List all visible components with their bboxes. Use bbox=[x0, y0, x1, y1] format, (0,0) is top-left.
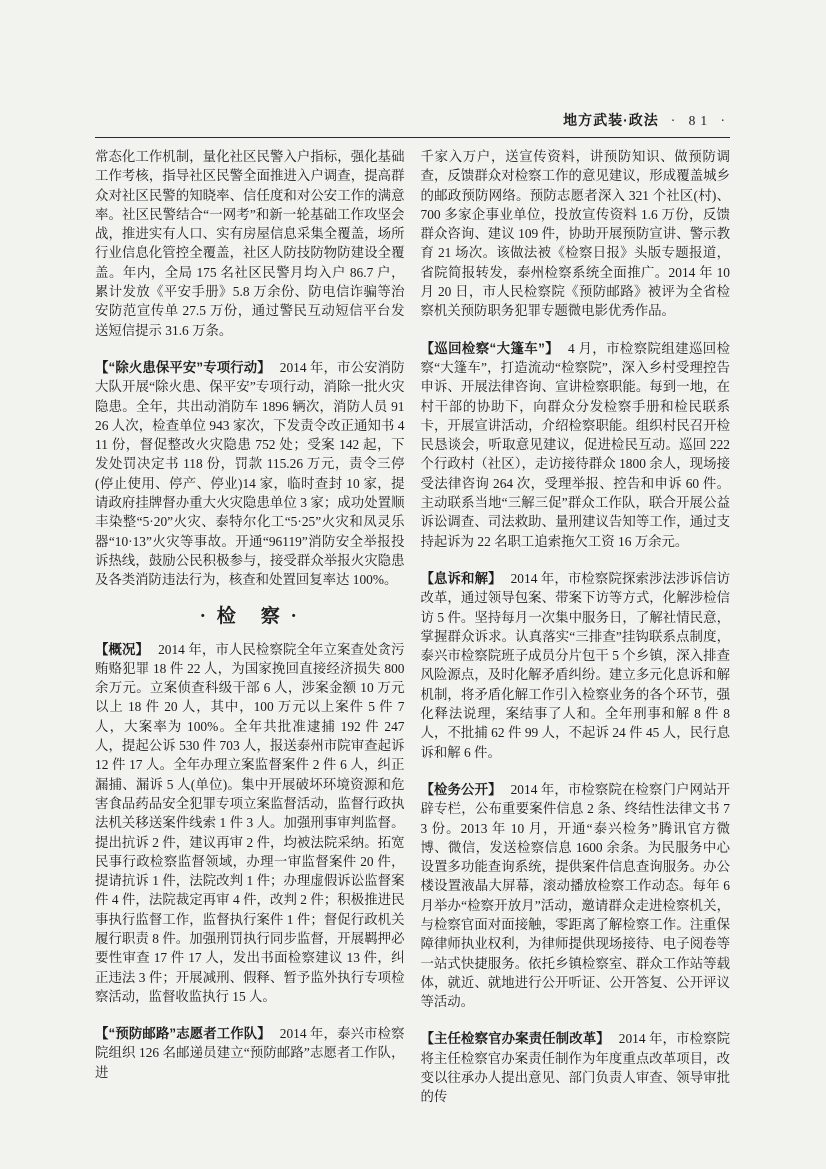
two-column-text-area bbox=[95, 147, 730, 1107]
entry-chief-prosecutor-responsibility-reform bbox=[421, 1029, 731, 1106]
running-header-section-title: 地方武装·政法 bbox=[563, 112, 659, 128]
entry-heading: 【检务公开】 bbox=[420, 781, 502, 797]
paragraph-text: 2014 年，市检察院在检察门户网站开辟专栏，公布重要案件信息 2 条、终结性法律文书 73 份。2013 年 10 月，开通“泰兴检务”腾讯官方微博、微信，发送检察信息 1600 余条。为民服务中心设置多功能查询系统，提供案件信息查询服务。办公楼设置液晶大屏幕，滚动播放检察工作动态。每年 6 月举办“检察开放月”活动，邀请群众走进检察机关，与检察官面对面接触，零距离了解检察工作。注重保障律师执业权利，为律师提供现场接待、电子阅卷等一站式快捷服务。依托乡镇检察室、群众工作站等载体，就近、就地进行公开听证、公开答复、公开评议等活动。 bbox=[420, 781, 730, 1010]
paragraph-text: 2014 年，泰兴市检察院组织 126 名邮递员建立“预防邮路”志愿者工作队，进 bbox=[95, 1026, 405, 1080]
paragraph-text: 4 月，市检察院组建巡回检察“大篷车”，打造流动“检察院”，深入乡村受理控告申诉、开展法律咨询、宣讲检察职能。每到一地，在村干部的协助下，向群众分发检察手册和检民联系卡，开展宣讲活动，介绍检察职能。组织村民召开检民恳谈会，听取意见建议，促进检民互动。巡回 222 个行政村（社区），走访接待群众 1800 余人，现场接受法律咨询 264 次，受理举报、控告和申诉 60 件。主动联系当地“三解三促”群众工作队，联合开展公益诉讼调查、司法救助、量刑建议告知等工作，通过支持起诉为 22 名职工追索拖欠工资 16 万余元。 bbox=[420, 340, 730, 549]
entry-heading: 【主任检察官办案责任制改革】 bbox=[420, 1031, 610, 1047]
paragraph-continued-from-left-column bbox=[421, 147, 731, 321]
paragraph-continued-from-previous-page bbox=[95, 147, 405, 340]
paragraph-text: 2014 年，市公安消防大队开展“除火患、保平安”专项行动，消除一批火灾隐患。全年，共出动消防车 1896 辆次，消防人员 9126 人次，检查单位 943 家次，下发责令改正通知书 411 份，督促整改火灾隐患 752 处；受案 142 起，下发处罚决定书 118 份，罚款 115.26 万元，责令三停(停止使用、停产、停业)14 家，临时查封 10 家，提请政府挂牌督办重大火灾隐患单位 3 家；成功处置顺丰染整“5·20”火灾、泰特尔化工“5·25”火灾和凤灵乐器“10·13”火灾等事故。开通“96119”消防安全举报投诉热线，鼓励公民积极参与，接受群众举报火灾隐患及各类消防违法行为，核查和处置回复率达 100%。 bbox=[95, 359, 405, 588]
entry-roving-inspection-caravan bbox=[421, 339, 731, 551]
section-title-procuratorate: · 检 察 · bbox=[199, 605, 300, 627]
entry-fire-safety-campaign bbox=[95, 358, 405, 590]
header-rule bbox=[95, 137, 730, 138]
paragraph-text: 2014 年，市检察院探索涉法涉诉信访改革，通过领导包案、带案下访等方式，化解涉检信访 5 件。坚持每月一次集中服务日，了解社情民意，掌握群众诉求。认真落实“三排查”挂钩联系点制度，泰兴市检察院班子成员分片包干 5 个乡镇，深入排查风险源点，及时化解矛盾纠纷。建立多元化息诉和解机制，将矛盾化解工作引入检察业务的各个环节，强化释法说理，案结事了人和。全年刑事和解 8 件 8 人，不批捕 62 件 99 人，不起诉 24 件 45 人，民行息诉和解 6 件。 bbox=[420, 570, 730, 760]
page-number: · 81 · bbox=[670, 113, 730, 128]
entry-heading: 【息诉和解】 bbox=[420, 570, 502, 586]
paragraph-text: 2014 年，市检察院将主任检察官办案责任制作为年度重点改革项目，改变以往承办人提出意见、部门负责人审查、领导审批的传 bbox=[420, 1031, 731, 1105]
entry-heading: 【“预防邮路”志愿者工作队】 bbox=[95, 1026, 271, 1042]
entry-overview bbox=[95, 640, 405, 1007]
entry-heading: 【巡回检察“大篷车”】 bbox=[420, 340, 560, 356]
entry-prevention-mail-route-volunteers bbox=[95, 1024, 405, 1082]
entry-heading: 【概况】 bbox=[95, 641, 150, 657]
entry-heading: 【“除火患保平安”专项行动】 bbox=[95, 359, 271, 375]
paragraph-text: 千家入万户，送宣传资料，讲预防知识、做预防调查，反馈群众对检察工作的意见建议，形成覆盖城乡的邮政预防网络。预防志愿者深入 321 个社区(村)、700 多家企事业单位，投放宣传资料 1.6 万份，反馈群众咨询、建议 109 件，协助开展预防宣讲、警示教育 21 场次。该做法被《检察日报》头版专题报道，省院简报转发，泰州检察系统全面推广。2014 年 10 月 20 日，市人民检察院《预防邮路》被评为全省检察机关预防职务犯罪专题微电影优秀作品。 bbox=[420, 149, 730, 319]
paragraph-text: 常态化工作机制，量化社区民警入户指标，强化基础工作考核，指导社区民警全面推进入户调查，提高群众对社区民警的知晓率、信任度和对公安工作的满意率。社区民警结合“一网考”和新一轮基础工作攻坚会战，推进实有人口、实有房屋信息采集全覆盖，场所行业信息化管控全覆盖，社区人防技防物防建设全覆盖。年内，全局 175 名社区民警月均入户 86.7 户，累计发放《平安手册》5.8 万余份、防电信诈骗等治安防范宣传单 27.5 万份，通过警民互动短信平台发送短信提示 31.6 万条。 bbox=[95, 149, 405, 338]
entry-procuratorial-openness bbox=[421, 780, 731, 1012]
paragraph-text: 2014 年，市人民检察院全年立案查处贪污贿赂犯罪 18 件 22 人，为国家挽回直接经济损失 800 余万元。立案侦查科级干部 6 人，涉案金额 10 万元以上 18 件 20 人，其中，100 万元以上案件 5 件 7 人，大案率为 100%。全年共批准逮捕 192 件 247 人，提起公诉 530 件 703 人，报送泰州市院审查起诉 12 件 17 人。全年办理立案监督案件 2 件 6 人，纠正漏捕、漏诉 5 人(单位)。集中开展破坏环境资源和危害食品药品安全犯罪专项立案监督活动，监督行政执法机关移送案件线索 1 件 3 人。加强刑事审判监督。提出抗诉 2 件，建议再审 2 件，均被法院采纳。拓宽民事行政检察监督领域，办理一审监督案件 20 件，提请抗诉 1 件，法院改判 1 件；办理虚假诉讼监督案件 4 件，法院裁定再审 4 件，改判 2 件；积极推进民事执行监督工作，监督执行案件 1 件；督促行政机关履行职责 8 件。加强刑罚执行同步监督，开展羁押必要性审查 17 件 17 人，发出书面检察建议 13 件，纠正违法 3 件；开展减刑、假释、暂予监外执行专项检察活动，监督收监执行 15 人。 bbox=[95, 641, 405, 1004]
running-header bbox=[95, 110, 730, 137]
right-column bbox=[421, 147, 731, 1107]
entry-complaint-settlement-reconciliation bbox=[421, 569, 731, 762]
left-column bbox=[95, 147, 405, 1107]
